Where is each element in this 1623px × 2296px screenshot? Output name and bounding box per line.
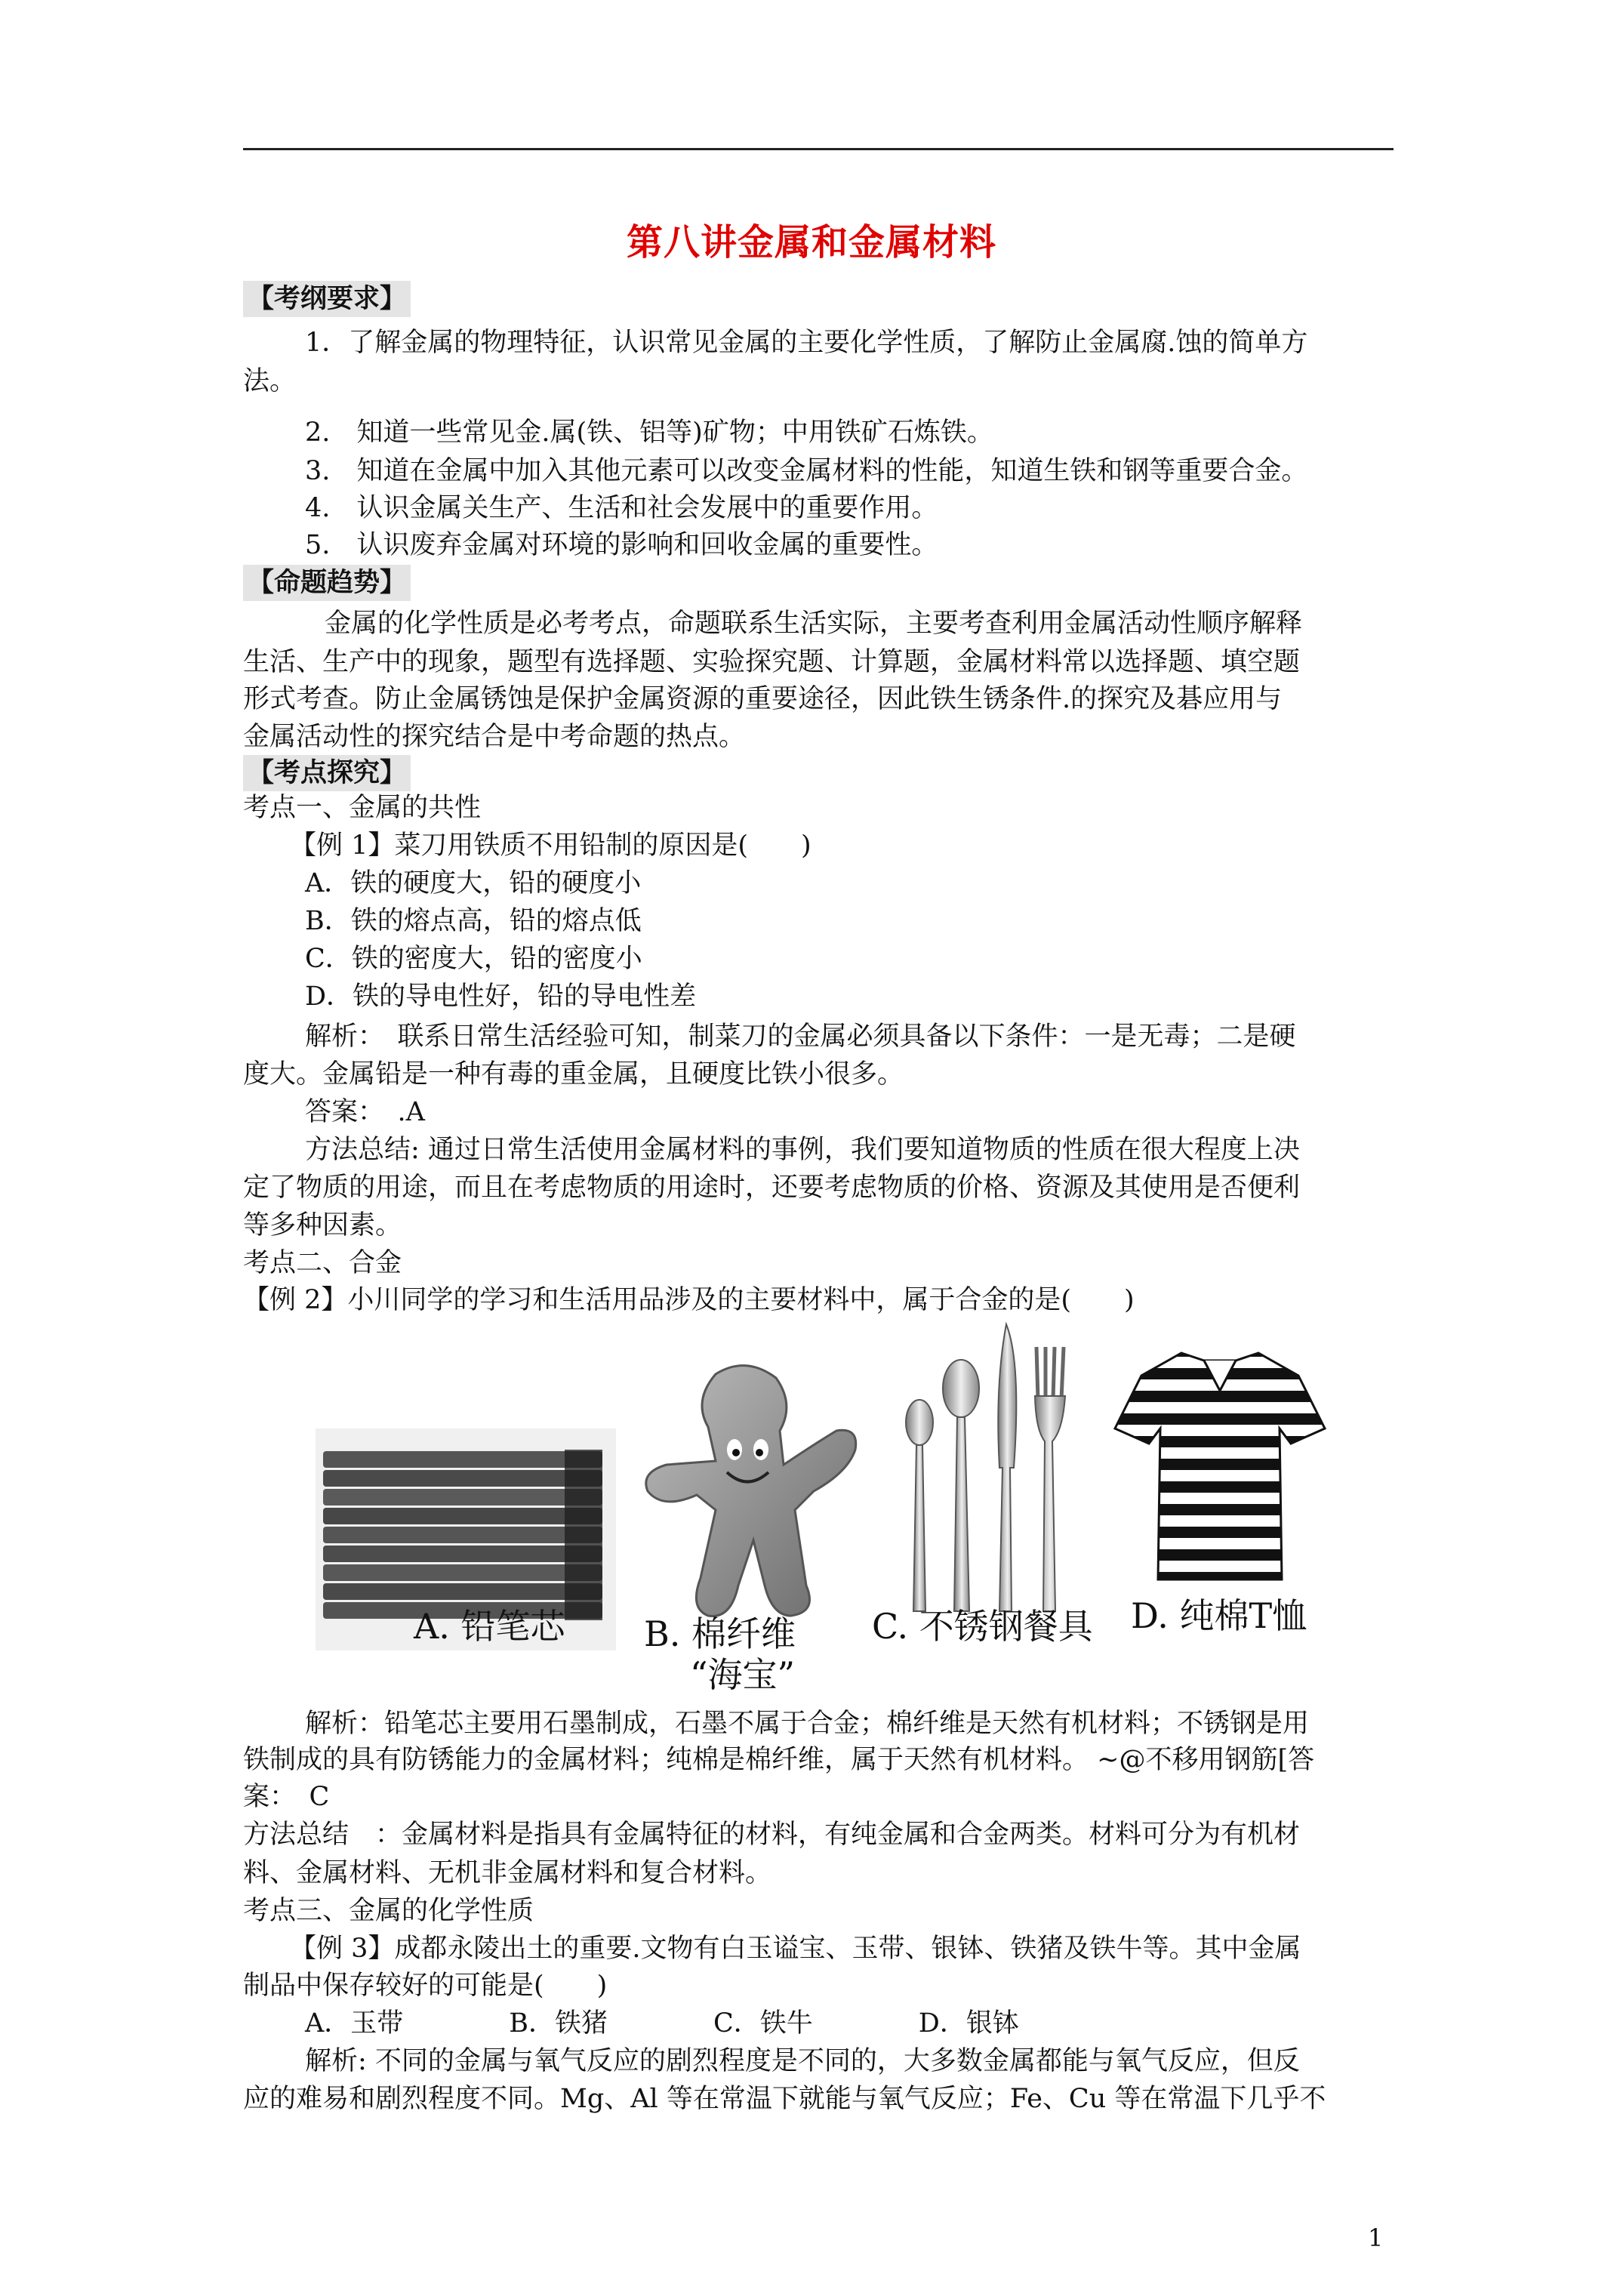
example3-analysis: 应的难易和剧烈程度不同。Mg、Al 等在常温下就能与氧气反应；Fe、Cu 等在常温下几乎不	[243, 2084, 1326, 2114]
example1-analysis: 度大。金属铅是一种有毒的重金属，且硬度比铁小很多。	[243, 1059, 904, 1089]
caption-c: C. 不锈钢餐具	[872, 1606, 1093, 1647]
tshirt-icon	[1110, 1345, 1330, 1584]
cutlery-icon	[889, 1317, 1078, 1623]
outline-item: 2. 知道一些常见金.属(铁、铝等)矿物；中用铁矿石炼铁。	[305, 418, 993, 448]
caption-d: D. 纯棉T恤	[1131, 1595, 1307, 1636]
trend-line: 形式考查。防止金属锈蚀是保护金属资源的重要途径，因此铁生锈条件.的探究及碁应用与	[243, 684, 1283, 714]
outline-item: 3. 知道在金属中加入其他元素可以改变金属材料的性能，知道生铁和钢等重要合金。	[305, 456, 1308, 486]
example3-analysis: 解析: 不同的金属与氧气反应的剧烈程度是不同的，大多数金属都能与氧气反应，但反	[305, 2046, 1300, 2076]
example2-analysis: 铁制成的具有防锈能力的金属材料；纯棉是棉纤维，属于天然有机材料。 ~@不移用钢筋[答	[243, 1745, 1315, 1775]
example1-answer: 答案： .A	[305, 1097, 425, 1127]
example2-question: 【例 2】小川同学的学习和生活用品涉及的主要材料中，属于合金的是( )	[243, 1285, 1135, 1315]
outline-item: 法。	[243, 366, 297, 396]
section-badge-trend: 【命题趋势】	[243, 565, 411, 601]
point2-heading: 考点二、合金	[243, 1248, 402, 1278]
caption-a: A. 铅笔芯	[414, 1606, 565, 1647]
outline-item: 5. 认识废弃金属对环境的影响和回收金属的重要性。	[305, 530, 938, 560]
point3-heading: 考点三、金属的化学性质	[243, 1896, 534, 1926]
example1-summary: 等多种因素。	[243, 1210, 402, 1240]
example3-question: 制品中保存较好的可能是( )	[243, 1971, 608, 2001]
example1-summary: 方法总结: 通过日常生活使用金属材料的事例，我们要知道物质的性质在很大程度上决	[305, 1135, 1300, 1165]
trend-line: 金属活动性的探究结合是中考命题的热点。	[243, 722, 746, 752]
trend-line: 生活、生产中的现象，题型有选择题、实验探究题、计算题，金属材料常以选择题、填空题	[243, 647, 1301, 677]
cutlery-image	[889, 1317, 1078, 1623]
page-number: 1	[1368, 2224, 1384, 2252]
example3-question: 【例 3】成都永陵出土的重要.文物有白玉谥宝、玉带、银钵、铁猪及铁牛等。其中金属	[290, 1934, 1301, 1964]
section-badge-outline: 【考纲要求】	[243, 281, 411, 317]
example1-summary: 定了物质的用途，而且在考虑物质的用途时，还要考虑物质的价格、资源及其使用是否便利	[243, 1173, 1301, 1203]
mascot-icon	[633, 1359, 873, 1631]
example2-analysis: 解析：铅笔芯主要用石墨制成，石墨不属于合金；棉纤维是天然有机材料；不锈钢是用	[305, 1709, 1310, 1739]
header-rule	[243, 148, 1394, 150]
example1-option-b: B．铁的熔点高，铅的熔点低	[305, 906, 642, 936]
example1-option-c: C．铁的密度大，铅的密度小	[305, 944, 642, 974]
tshirt-image	[1110, 1345, 1330, 1584]
example1-question: 【例 1】菜刀用铁质不用铅制的原因是( )	[290, 831, 812, 861]
caption-b: B. 棉纤维	[644, 1613, 796, 1654]
page-title: 第八讲金属和金属材料	[626, 221, 996, 264]
example1-option-a: A．铁的硬度大，铅的硬度小	[305, 868, 642, 898]
section-badge-explore: 【考点探究】	[243, 755, 411, 791]
example2-summary: 料、金属材料、无机非金属材料和复合材料。	[243, 1858, 772, 1888]
example2-summary: 方法总结 ：金属材料是指具有金属特征的材料，有纯金属和合金两类。材料可分为有机材	[243, 1820, 1301, 1850]
trend-line: 金属的化学性质是必考考点，命题联系生活实际，主要考查利用金属活动性顺序解释	[325, 609, 1303, 639]
point1-heading: 考点一、金属的共性	[243, 793, 482, 823]
example2-answer: 案： C	[243, 1782, 330, 1812]
outline-item: 4. 认识金属关生产、生活和社会发展中的重要作用。	[305, 493, 938, 523]
example3-options: A．玉带 B．铁猪 C．铁牛 D．银钵	[305, 2008, 1019, 2039]
example1-analysis: 解析： 联系日常生活经验可知，制菜刀的金属必须具备以下条件：一是无毒；二是硬	[305, 1022, 1296, 1052]
haibao-mascot-image	[633, 1359, 873, 1631]
outline-item: 1．了解金属的物理特征，认识常见金属的主要化学性质，了解防止金属腐.蚀的简单方	[305, 328, 1308, 358]
caption-b2: “海宝”	[690, 1654, 796, 1695]
example1-option-d: D．铁的导电性好，铅的导电性差	[305, 982, 697, 1012]
